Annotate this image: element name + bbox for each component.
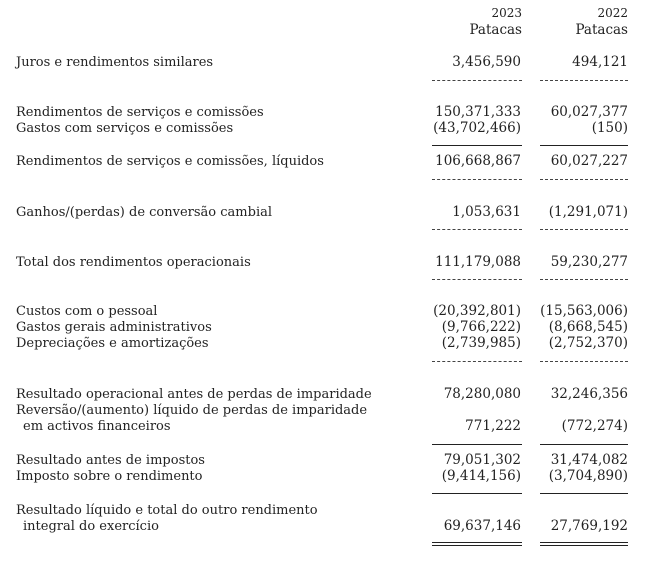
- value-2023: (20,392,801): [433, 303, 521, 319]
- row-label: Imposto sobre o rendimento: [16, 469, 203, 484]
- column-header-2023: [430, 5, 522, 39]
- row-label: Rendimentos de serviços e comissões: [16, 105, 264, 120]
- currency-label: Patacas: [469, 22, 522, 38]
- table-row: [0, 204, 648, 221]
- table-row: [0, 319, 648, 336]
- value-2022: 31,474,082: [550, 452, 628, 468]
- table-row: [0, 468, 648, 485]
- value-2023: 771,222: [465, 418, 521, 434]
- row-label: Resultado antes de impostos: [16, 453, 205, 468]
- value-2022: (772,274): [561, 418, 628, 434]
- row-label: Ganhos/(perdas) de conversão cambial: [16, 205, 273, 220]
- row-label: Rendimentos de serviços e comissões, líquidos: [16, 154, 324, 169]
- value-2022: (150): [591, 120, 628, 136]
- row-label: Custos com o pessoal: [16, 304, 158, 319]
- value-2023: (43,702,466): [433, 120, 521, 136]
- table-row: [0, 254, 648, 271]
- row-label: Depreciações e amortizações: [16, 336, 209, 351]
- row-label-continuation: integral do exercício: [23, 519, 159, 534]
- table-row: [0, 452, 648, 469]
- subtotal-dashed-rule: [540, 361, 628, 362]
- table-row: [0, 104, 648, 121]
- value-2022: (2,752,370): [548, 335, 628, 351]
- value-2022: (15,563,006): [540, 303, 628, 319]
- year-label: 2022: [597, 6, 628, 20]
- row-label-continuation: em activos financeiros: [23, 419, 171, 434]
- row-label: Resultado líquido e total do outro rendimento: [16, 503, 318, 518]
- table-row: [0, 386, 648, 403]
- grand-total-double-rule: [432, 542, 522, 546]
- value-2023: 1,053,631: [452, 204, 521, 220]
- table-row: [0, 303, 648, 320]
- table-row: [0, 153, 648, 170]
- currency-label: Patacas: [575, 22, 628, 38]
- subtotal-dashed-rule: [432, 80, 522, 81]
- table-row-continuation: [0, 518, 648, 535]
- value-2023: (9,414,156): [441, 468, 521, 484]
- value-2022: (8,668,545): [548, 319, 628, 335]
- value-2022: 59,230,277: [550, 254, 628, 270]
- subtotal-dashed-rule: [432, 361, 522, 362]
- row-label: Reversão/(aumento) líquido de perdas de imparidade: [16, 403, 368, 418]
- total-solid-rule: [432, 444, 522, 445]
- value-2023: 106,668,867: [435, 153, 521, 169]
- value-2023: 3,456,590: [452, 54, 521, 70]
- table-row: [0, 120, 648, 137]
- value-2022: 32,246,356: [550, 386, 628, 402]
- table-row-continuation: [0, 418, 648, 435]
- subtotal-dashed-rule: [432, 229, 522, 230]
- total-solid-rule: [540, 493, 628, 494]
- row-label: Gastos gerais administrativos: [16, 320, 212, 335]
- row-label: Resultado operacional antes de perdas de imparidade: [16, 387, 372, 402]
- value-2022: 60,027,377: [550, 104, 628, 120]
- value-2023: (9,766,222): [441, 319, 521, 335]
- row-label: Gastos com serviços e comissões: [16, 121, 234, 136]
- year-label: 2023: [491, 6, 522, 20]
- value-2023: (2,739,985): [441, 335, 521, 351]
- column-header-2022: [540, 5, 628, 39]
- value-2022: 494,121: [572, 54, 628, 70]
- value-2023: 79,051,302: [443, 452, 521, 468]
- subtotal-dashed-rule: [432, 179, 522, 180]
- total-solid-rule: [432, 493, 522, 494]
- value-2023: 150,371,333: [435, 104, 521, 120]
- subtotal-dashed-rule: [540, 179, 628, 180]
- total-solid-rule: [540, 145, 628, 146]
- value-2023: 69,637,146: [443, 518, 521, 534]
- table-row: [0, 54, 648, 71]
- subtotal-dashed-rule: [540, 80, 628, 81]
- table-row: [0, 402, 648, 419]
- value-2023: 111,179,088: [435, 254, 521, 270]
- value-2023: 78,280,080: [443, 386, 521, 402]
- value-2022: (1,291,071): [548, 204, 628, 220]
- subtotal-dashed-rule: [540, 279, 628, 280]
- table-row: [0, 335, 648, 352]
- value-2022: (3,704,890): [548, 468, 628, 484]
- total-solid-rule: [540, 444, 628, 445]
- subtotal-dashed-rule: [540, 229, 628, 230]
- row-label: Juros e rendimentos similares: [16, 55, 214, 70]
- value-2022: 27,769,192: [550, 518, 628, 534]
- table-row: [0, 502, 648, 519]
- value-2022: 60,027,227: [550, 153, 628, 169]
- row-label: Total dos rendimentos operacionais: [16, 255, 251, 270]
- total-solid-rule: [432, 145, 522, 146]
- grand-total-double-rule: [540, 542, 628, 546]
- subtotal-dashed-rule: [432, 279, 522, 280]
